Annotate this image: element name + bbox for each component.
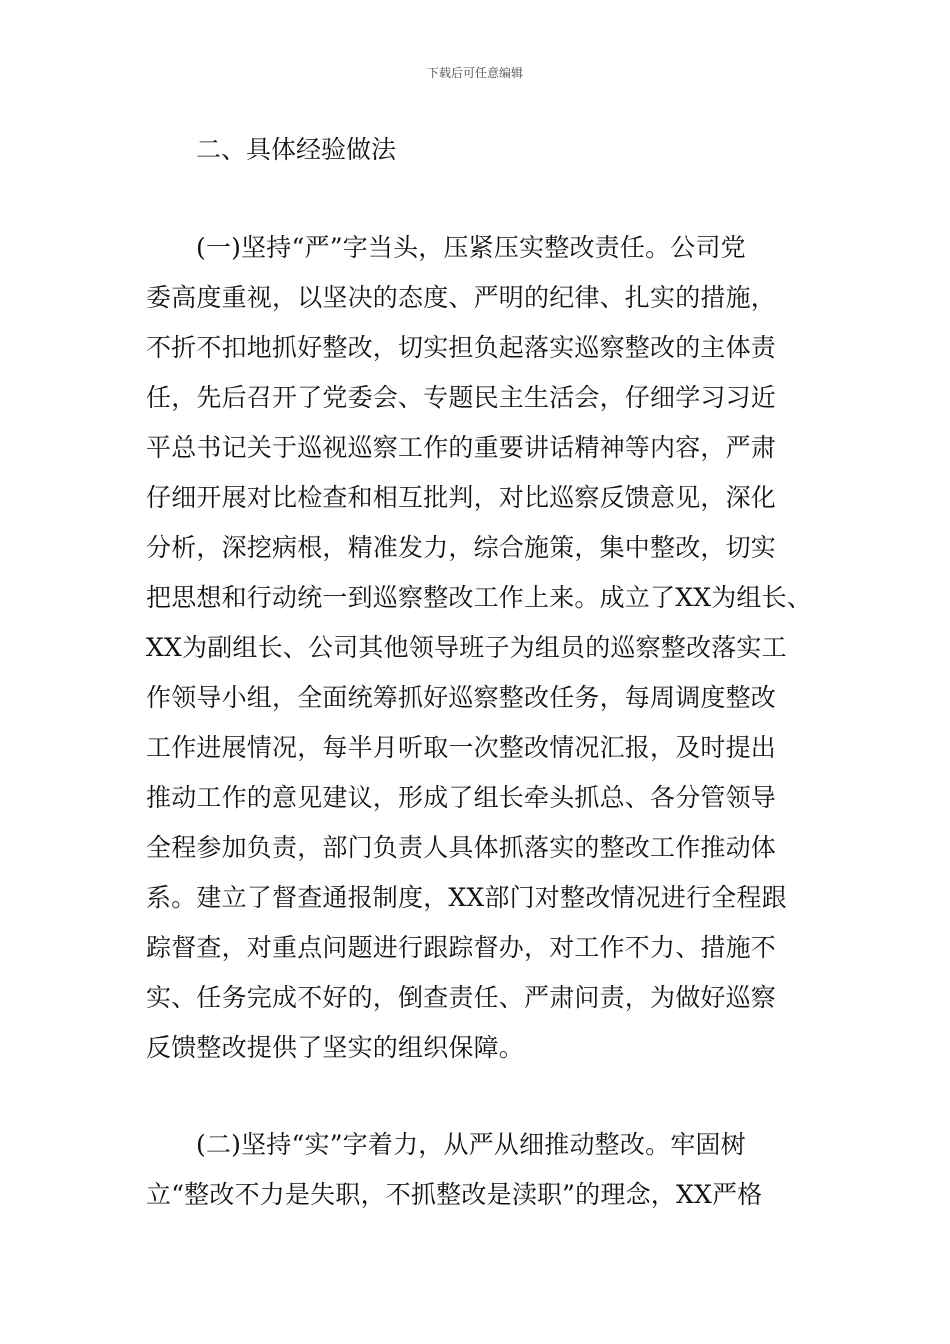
paragraph-2 (146, 1120, 818, 1220)
paragraph-line: 仔细开展对比检查和相互批判，对比巡察反馈意见，深化 (146, 483, 777, 512)
paragraph-line: 系。建立了督查通报制度，XX部门对整改情况进行全程跟 (146, 883, 787, 912)
paragraph-line: 踪督查，对重点问题进行跟踪督办，对工作不力、措施不 (146, 933, 777, 962)
paragraph-line: 实、任务完成不好的，倒查责任、严肃问责，为做好巡察 (146, 983, 777, 1012)
paragraph-line: XX为副组长、公司其他领导班子为组员的巡察整改落实工 (146, 633, 787, 662)
paragraph-line: 不折不扣地抓好整改，切实担负起落实巡察整改的主体责 (146, 333, 777, 362)
paragraph-line: (二)坚持“实”字着力，从严从细推动整改。牢固树 (196, 1130, 746, 1159)
page-header-note: 下载后可任意编辑 (426, 66, 523, 80)
paragraph-line: 委高度重视，以坚决的态度、严明的纪律、扎实的措施， (146, 283, 777, 312)
paragraph-line: 分析，深挖病根，精准发力，综合施策，集中整改，切实 (146, 533, 777, 562)
paragraph-line: 立“整改不力是失职，不抓整改是渎职”的理念，XX严格 (146, 1180, 763, 1209)
paragraph-line: 作领导小组，全面统筹抓好巡察整改任务，每周调度整改 (146, 683, 777, 712)
paragraph-line: 全程参加负责，部门负责人具体抓落实的整改工作推动体 (146, 833, 777, 862)
paragraph-line: 反馈整改提供了坚实的组织保障。 (146, 1033, 525, 1062)
paragraph-1 (146, 223, 818, 1073)
paragraph-line: (一)坚持“严”字当头，压紧压实整改责任。公司党 (196, 233, 746, 262)
paragraph-line: 工作进展情况，每半月听取一次整改情况汇报，及时提出 (146, 733, 777, 762)
section-heading: 二、具体经验做法 (196, 135, 397, 164)
paragraph-line: 推动工作的意见建议，形成了组长牵头抓总、各分管领导 (146, 783, 777, 812)
paragraph-line: 把思想和行动统一到巡察整改工作上来。成立了XX为组长、 (146, 583, 812, 612)
paragraph-line: 任，先后召开了党委会、专题民主生活会，仔细学习习近 (146, 383, 777, 412)
paragraph-line: 平总书记关于巡视巡察工作的重要讲话精神等内容，严肃 (146, 433, 777, 462)
